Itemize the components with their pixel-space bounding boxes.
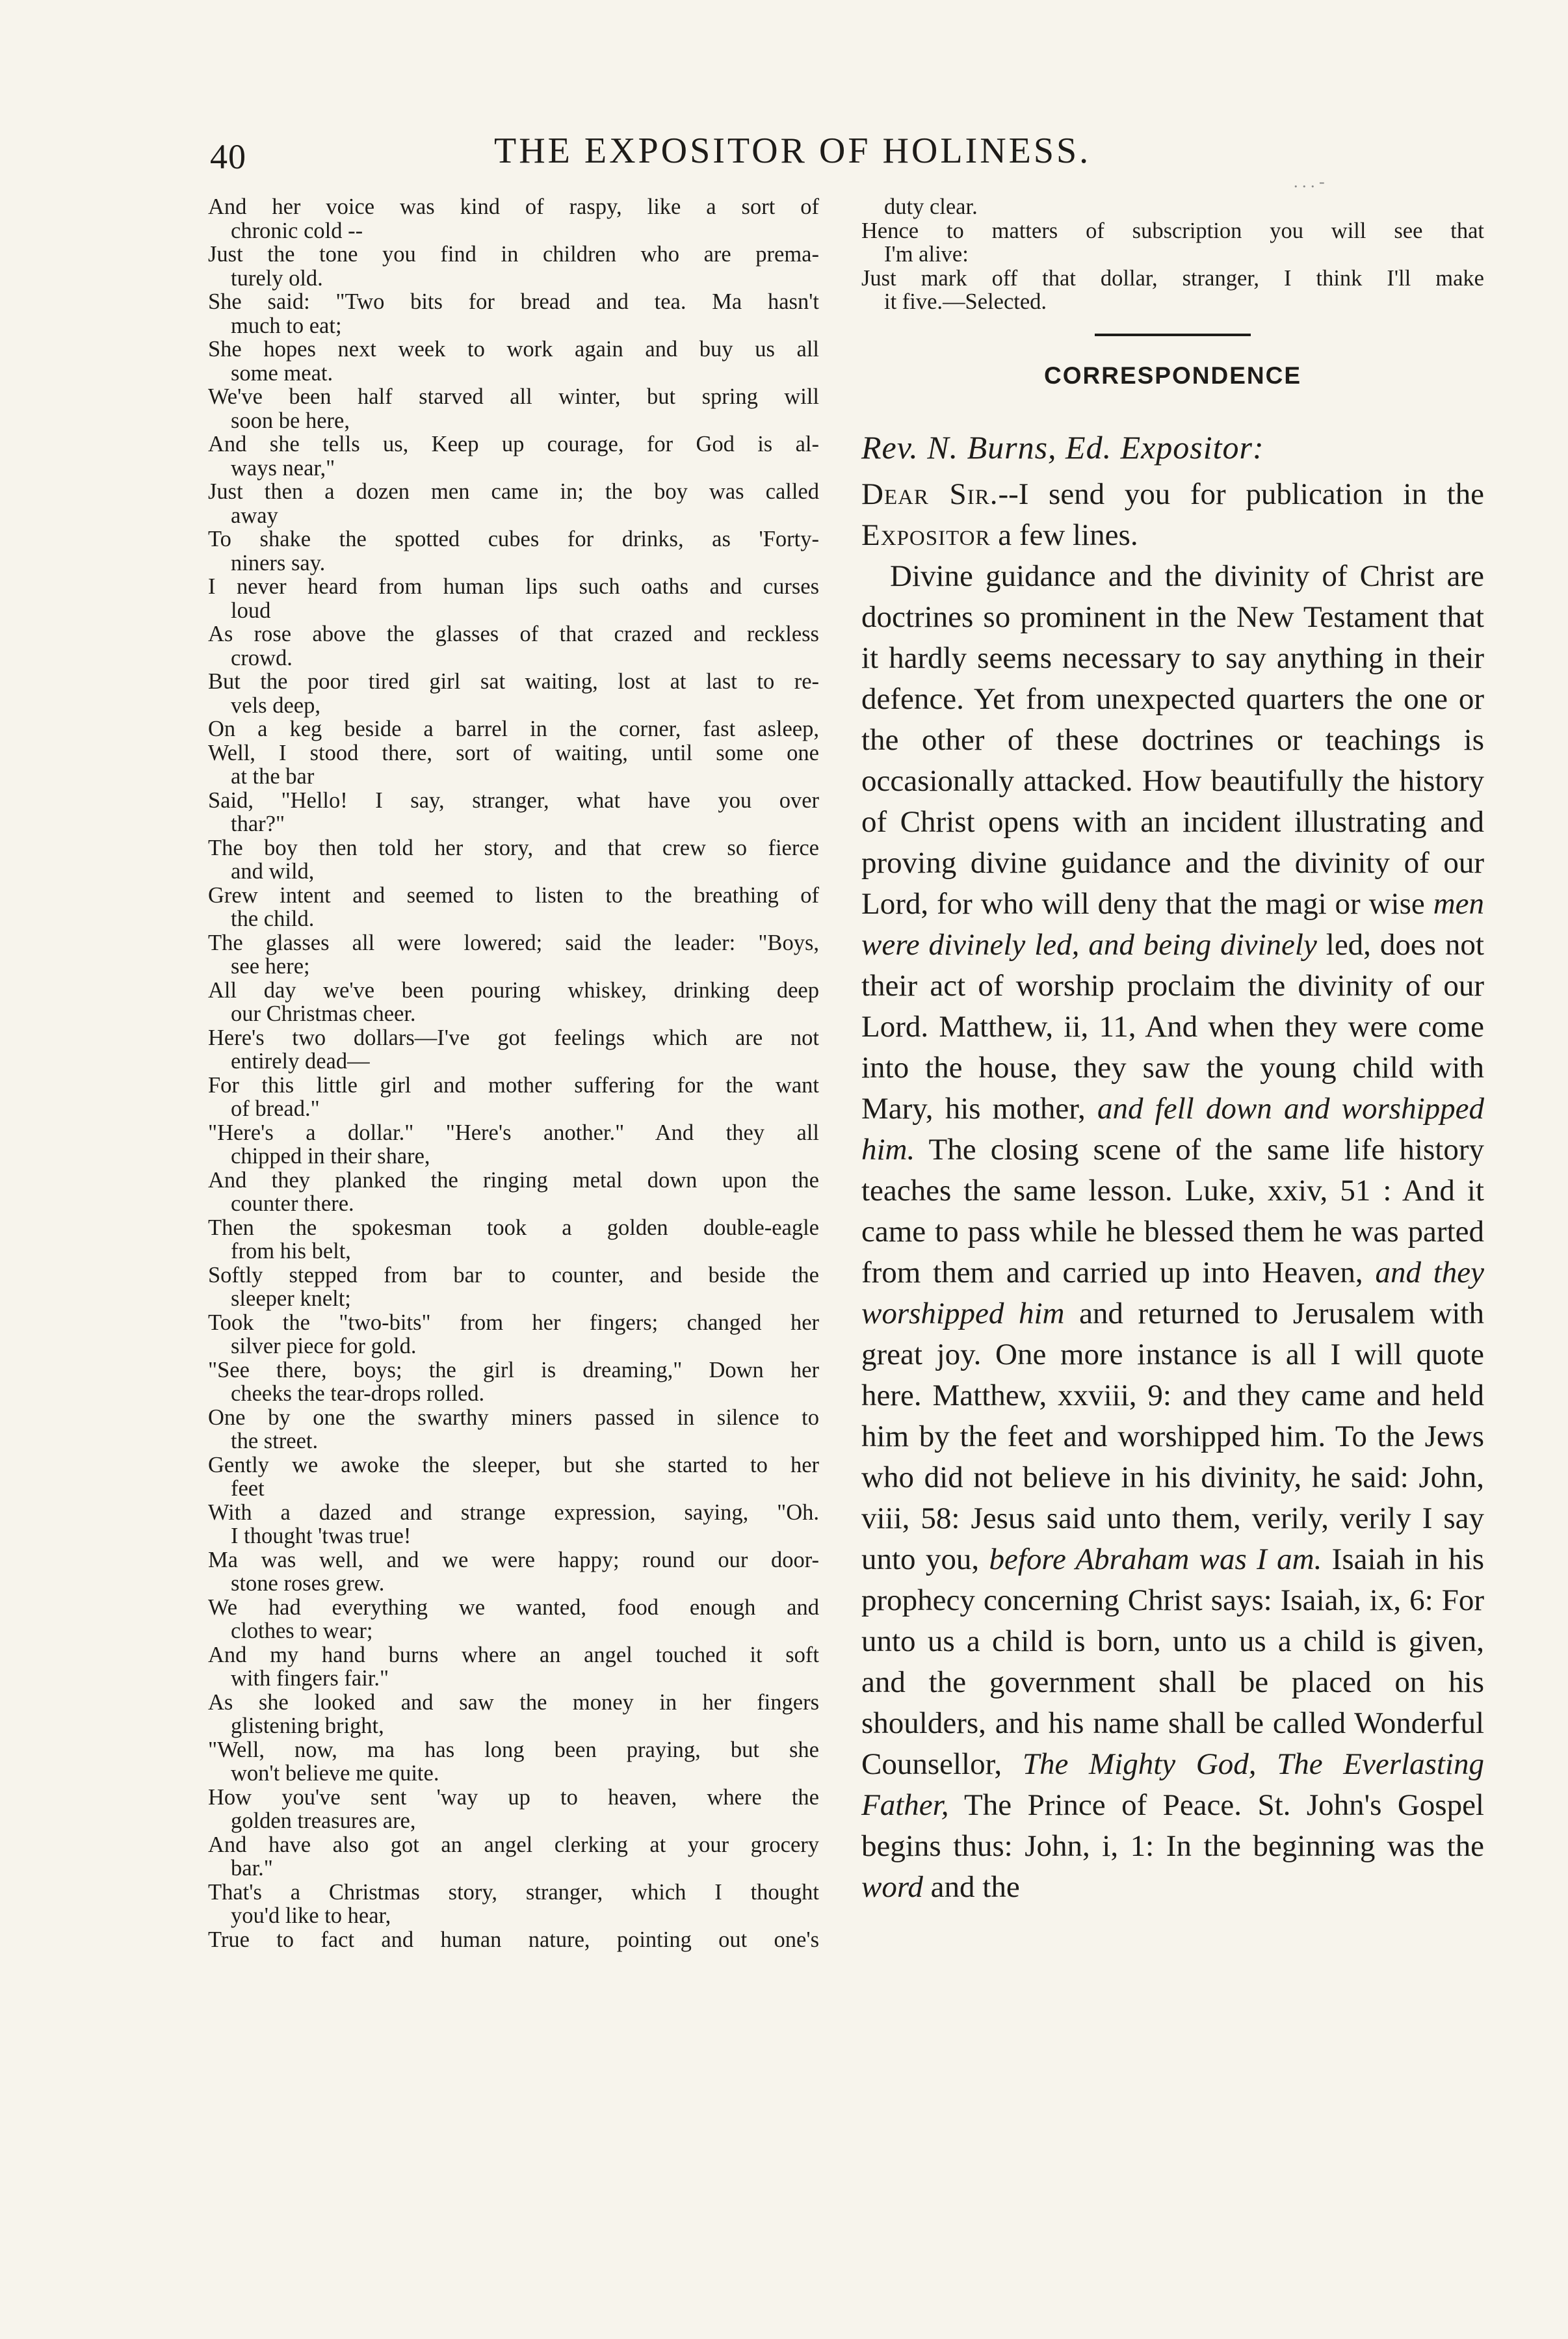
letter-body: [861, 474, 1484, 1908]
poem-line: Took the "two-bits" from her fingers; changed her: [208, 1310, 819, 1335]
letter-text: and returned to Jerusalem with great joy. One more instance is all I will quote here. Matthew, xxviii, 9: and they came and held him by the feet and worshipped him. To the Jews who did not believe in his divinity, he said: John, viii, 58: Jesus said unto them, verily, verily I say unto you,: [861, 1296, 1484, 1576]
poem-line: clothes to wear;: [231, 1619, 373, 1643]
poem-line: And have also got an angel clerking at your grocery: [208, 1832, 819, 1857]
letter-emphasis: and fell down and worshipped him.: [861, 1091, 1484, 1167]
poem-line: duty clear.: [884, 194, 978, 219]
poem-line: away: [231, 503, 278, 528]
poem-line: it five.—Selected.: [884, 289, 1047, 314]
poem-line: Grew intent and seemed to listen to the breathing of: [208, 882, 819, 908]
page-number: 40: [210, 137, 246, 176]
poem-line: I thought 'twas true!: [231, 1524, 412, 1548]
letter-text: The Prince of Peace. St. John's Gospel begins thus: John, i, 1: In the beginning was the: [861, 1788, 1484, 1863]
poem-line: from his belt,: [231, 1239, 351, 1263]
letter-salutation: Rev. N. Burns, Ed. Expositor:: [861, 429, 1264, 466]
poem-ending: [861, 195, 1484, 314]
poem-line: I never heard from human lips such oaths and curses: [208, 574, 819, 599]
poem-line: see here;: [231, 954, 310, 979]
poem-line: loud: [231, 598, 271, 623]
section-title: CORRESPONDENCE: [1044, 362, 1301, 389]
poem-line: won't believe me quite.: [231, 1761, 439, 1786]
letter-text: and the: [922, 1870, 1020, 1904]
poem-line: soon be here,: [231, 408, 350, 433]
poem-continued: [208, 195, 819, 1951]
poem-line: Just then a dozen men came in; the boy was called: [208, 479, 819, 504]
poem-line: Hence to matters of subscription you will see that: [861, 218, 1484, 243]
running-title: THE EXPOSITOR OF HOLINESS.: [494, 131, 1091, 171]
poem-line: "Here's a dollar." "Here's another." And they all: [208, 1120, 819, 1145]
poem-line: at the bar: [231, 764, 315, 789]
poem-line: And they planked the ringing metal down upon the: [208, 1167, 819, 1193]
poem-line: Here's two dollars—I've got feelings which are not: [208, 1025, 819, 1050]
poem-line: and wild,: [231, 859, 315, 884]
section-divider: [1095, 334, 1251, 336]
poem-line: crowd.: [231, 645, 293, 670]
letter-opening-end: a few lines.: [990, 518, 1138, 552]
poem-line: On a keg beside a barrel in the corner, fast asleep,: [208, 717, 819, 741]
poem-line: the child.: [231, 906, 315, 931]
poem-line: Ma was well, and we were happy; round our door-: [208, 1547, 819, 1572]
letter-emphasis: men were divinely led, and being divinely: [861, 886, 1484, 962]
poem-line: you'd like to hear,: [231, 1903, 391, 1928]
poem-line: vels deep,: [231, 693, 320, 718]
letter-text: Isaiah in his prophecy concerning Christ says: Isaiah, ix, 6: For unto us a child is born, unto us a child is given, and the government shall be placed on his shoulders, and his name shall be called Wonderful Counsellor,: [861, 1542, 1485, 1781]
poem-line: As she looked and saw the money in her fingers: [208, 1689, 819, 1715]
poem-line: cheeks the tear-drops rolled.: [231, 1381, 485, 1406]
poem-line: "See there, boys; the girl is dreaming," Down her: [208, 1357, 819, 1382]
poem-line: We've been half starved all winter, but spring will: [208, 384, 819, 409]
poem-line: She said: "Two bits for bread and tea. Ma hasn't: [208, 289, 819, 314]
poem-line: bar.": [231, 1856, 273, 1881]
poem-line: And she tells us, Keep up courage, for God is al-: [208, 432, 819, 456]
letter-emphasis: word: [861, 1870, 923, 1904]
poem-line: our Christmas cheer.: [231, 1001, 416, 1026]
letter-opening-text: --I send you for publication in the: [998, 477, 1484, 511]
poem-line: Gently we awoke the sleeper, but she started to her: [208, 1452, 819, 1477]
letter-text: Divine guidance and the divinity of Christ are doctrines so prominent in the New Testament that it hardly seems necessary to say anything in their defence. Yet from unexpected quarters the one or the other of these doctrines or teachings is occasionally attacked. How beautifully the history of Christ opens with an incident illustrating and proving divine guidance and the divinity of our Lord, for who will deny that the magi or wise: [861, 559, 1484, 921]
poem-line: chronic cold --: [231, 218, 363, 243]
poem-line: Softly stepped from bar to counter, and beside the: [208, 1262, 819, 1288]
poem-line: And her voice was kind of raspy, like a sort of: [208, 194, 819, 219]
poem-line: She hopes next week to work again and buy us all: [208, 337, 819, 362]
poem-line: niners say.: [231, 550, 326, 575]
letter-text: The closing scene of the same life history teaches the same lesson. Luke, xxiv, 51 : And it came to pass while he blessed them he was parted from them and carried up into Heaven,: [861, 1132, 1484, 1289]
poem-line: Then the spokesman took a golden double-eagle: [208, 1215, 819, 1240]
right-column: [861, 195, 1484, 1908]
poem-line: sleeper knelt;: [231, 1286, 351, 1311]
header-mark: . . . -: [1294, 172, 1325, 191]
poem-line: silver piece for gold.: [231, 1334, 417, 1358]
poem-line: much to eat;: [231, 313, 342, 338]
poem-line: Just the tone you find in children who are prema-: [208, 242, 819, 267]
poem-line: thar?": [231, 812, 285, 836]
poem-line: "Well, now, ma has long been praying, but she: [208, 1737, 819, 1762]
letter-emphasis: The Mighty God, The Everlasting Father,: [861, 1747, 1484, 1822]
poem-line: The boy then told her story, and that crew so fierce: [208, 835, 819, 860]
poem-line: With a dazed and strange expression, saying, "Oh.: [208, 1500, 819, 1525]
poem-line: of bread.": [231, 1096, 320, 1121]
poem-line: True to fact and human nature, pointing out one's: [208, 1927, 819, 1952]
poem-line: entirely dead—: [231, 1049, 370, 1074]
poem-line: golden treasures are,: [231, 1808, 416, 1833]
poem-line: chipped in their share,: [231, 1144, 430, 1169]
poem-line: To shake the spotted cubes for drinks, as 'Forty-: [208, 527, 819, 551]
letter-emphasis: and they worshipped him: [861, 1255, 1484, 1330]
poem-line: The glasses all were lowered; said the leader: "Boys,: [208, 930, 819, 955]
letter-paragraph: [861, 556, 1484, 1908]
dear-sir: Dear Sir.: [861, 477, 999, 511]
letter-text: led, does not their act of worship proclaim the divinity of our Lord. Matthew, ii, 11, And when they were come into the house, they saw the young child with Mary, his mother,: [861, 927, 1484, 1126]
poem-line: the street.: [231, 1429, 319, 1453]
poem-line: with fingers fair.": [231, 1666, 389, 1691]
poem-line: Well, I stood there, sort of waiting, until some one: [208, 740, 819, 765]
poem-line: feet: [231, 1476, 265, 1501]
poem-line: ways near,": [231, 455, 335, 481]
poem-line: That's a Christmas story, stranger, which I thought: [208, 1879, 819, 1905]
poem-line: All day we've been pouring whiskey, drinking deep: [208, 977, 819, 1003]
page-header: [0, 124, 1568, 191]
poem-line: counter there.: [231, 1191, 354, 1216]
poem-line: some meat.: [231, 360, 333, 386]
poem-line: As rose above the glasses of that crazed and reckless: [208, 622, 819, 646]
poem-line: For this little girl and mother suffering for the want: [208, 1072, 819, 1098]
left-column: [208, 195, 819, 1951]
poem-line: How you've sent 'way up to heaven, where the: [208, 1784, 819, 1810]
expositor-name: Expositor: [861, 518, 991, 552]
poem-line: I'm alive:: [884, 242, 969, 267]
poem-line: Said, "Hello! I say, stranger, what have you over: [208, 787, 819, 813]
poem-line: turely old.: [231, 265, 323, 291]
poem-line: And my hand burns where an angel touched it soft: [208, 1642, 819, 1667]
poem-line: We had everything we wanted, food enough and: [208, 1594, 819, 1620]
letter-emphasis: before Abraham was I am.: [989, 1542, 1322, 1576]
poem-line: glistening bright,: [231, 1713, 384, 1738]
poem-line: stone roses grew.: [231, 1571, 385, 1596]
poem-line: Just mark off that dollar, stranger, I think I'll make: [861, 265, 1484, 291]
poem-line: One by one the swarthy miners passed in silence to: [208, 1405, 819, 1430]
poem-line: But the poor tired girl sat waiting, lost at last to re-: [208, 669, 819, 694]
letter-opening: [861, 474, 1484, 556]
